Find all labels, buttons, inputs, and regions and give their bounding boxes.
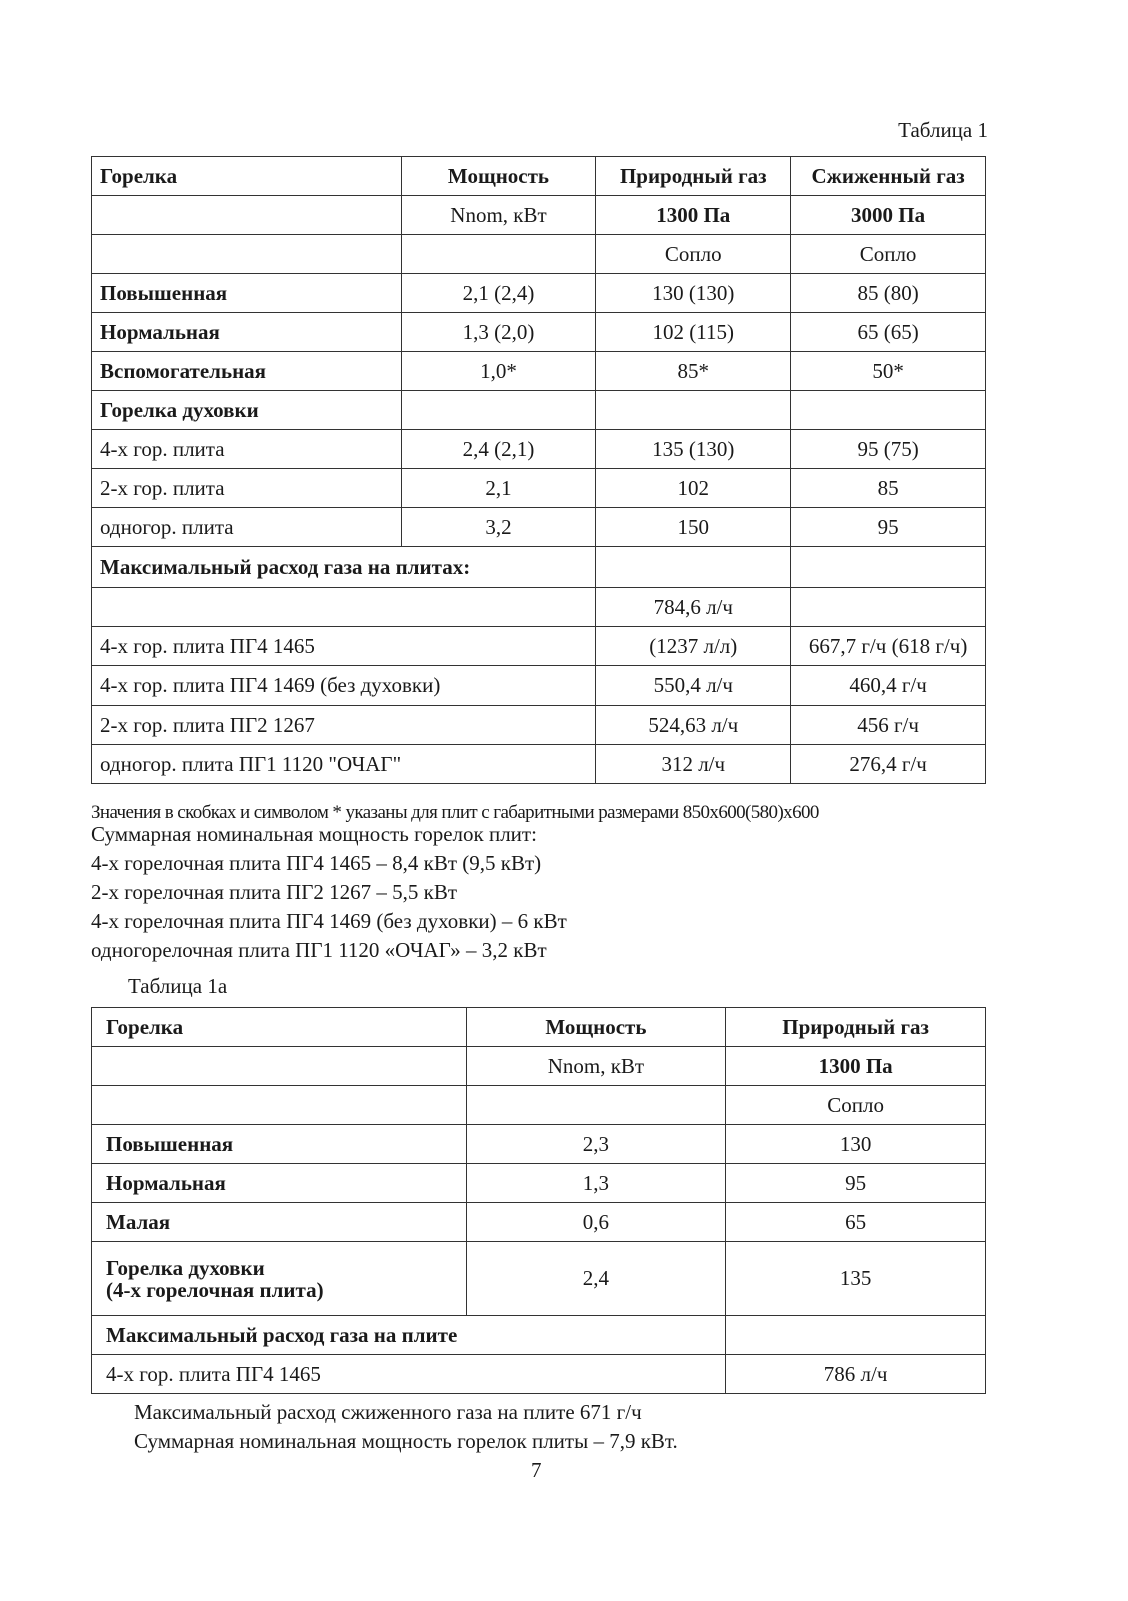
table-row — [92, 627, 986, 666]
table-cell: 1,0* — [401, 352, 596, 391]
table-cell — [92, 196, 402, 235]
table-cell: Nnom, кВт — [401, 196, 596, 235]
table-cell: одногор. плита ПГ1 1120 "ОЧАГ" — [92, 745, 596, 784]
table-cell: 312 л/ч — [596, 745, 791, 784]
table-cell: Сопло — [726, 1086, 986, 1125]
table-cell — [92, 588, 596, 627]
table-cell: 85 (80) — [791, 274, 986, 313]
table-cell: Повышенная — [92, 1125, 467, 1164]
table-cell: 4-х гор. плита — [92, 430, 402, 469]
table1a-subheader-row — [92, 1047, 986, 1086]
table-cell — [791, 588, 986, 627]
table-cell: 130 (130) — [596, 274, 791, 313]
table1a-header-row — [92, 1008, 986, 1047]
table-cell: 4-х гор. плита ПГ4 1465 — [92, 627, 596, 666]
table1-subheader-row — [92, 196, 986, 235]
table-cell: 2,1 (2,4) — [401, 274, 596, 313]
table1-footnote: Значения в скобках и символом * указаны для плит с габаритными размерами 850х600(580)х600 — [91, 802, 819, 823]
table-cell: 85 — [791, 469, 986, 508]
table-cell: Сопло — [596, 235, 791, 274]
table-cell: 150 — [596, 508, 791, 547]
header-natural-gas: Природный газ — [726, 1008, 986, 1047]
footer-line: Суммарная номинальная мощность горелок плиты – 7,9 кВт. — [134, 1429, 678, 1453]
table-cell: 65 — [726, 1203, 986, 1242]
table-cell: 2-х гор. плита ПГ2 1267 — [92, 706, 596, 745]
summary-line: 4-х горелочная плита ПГ4 1469 (без духовки) – 6 кВт — [91, 909, 567, 933]
table-cell: Малая — [92, 1203, 467, 1242]
table-cell: 2,1 — [401, 469, 596, 508]
table-cell — [92, 1086, 467, 1125]
max-consumption-title: Максимальный расход газа на плите — [92, 1316, 726, 1355]
table-cell: (1237 л/л) — [596, 627, 791, 666]
table-cell: 667,7 г/ч (618 г/ч) — [791, 627, 986, 666]
table-row — [92, 430, 986, 469]
table-row — [92, 666, 986, 706]
table-cell: 135 (130) — [596, 430, 791, 469]
table-row — [92, 706, 986, 745]
table1a-caption: Таблица 1а — [128, 974, 228, 998]
footer-line: Максимальный расход сжиженного газа на плите 671 г/ч — [134, 1400, 642, 1424]
table-cell: 95 (75) — [791, 430, 986, 469]
table-cell — [726, 1316, 986, 1355]
table-cell: 3,2 — [401, 508, 596, 547]
table-cell: 1300 Па — [596, 196, 791, 235]
header-burner: Горелка — [92, 1008, 467, 1047]
table-cell: 130 — [726, 1125, 986, 1164]
table1-nozzle-row — [92, 235, 986, 274]
table-cell — [401, 235, 596, 274]
header-natural-gas: Природный газ — [596, 157, 791, 196]
table-cell: Повышенная — [92, 274, 402, 313]
table-cell: 102 (115) — [596, 313, 791, 352]
table-cell: Вспомогательная — [92, 352, 402, 391]
table-row — [92, 1125, 986, 1164]
summary-title: Суммарная номинальная мощность горелок плит: — [91, 822, 537, 846]
table-cell: 102 — [596, 469, 791, 508]
header-burner: Горелка — [92, 157, 402, 196]
table-cell: 1,3 — [466, 1164, 726, 1203]
header-power: Мощность — [401, 157, 596, 196]
table-cell: 2,4 — [466, 1242, 726, 1316]
table-cell: 3000 Па — [791, 196, 986, 235]
header-power: Мощность — [466, 1008, 726, 1047]
table1a — [91, 1007, 986, 1394]
table-cell: 456 г/ч — [791, 706, 986, 745]
table-row — [92, 313, 986, 352]
table-cell: 85* — [596, 352, 791, 391]
table-cell — [92, 235, 402, 274]
summary-line: одногорелочная плита ПГ1 1120 «ОЧАГ» – 3,2 кВт — [91, 938, 547, 962]
table-cell: 65 (65) — [791, 313, 986, 352]
table-cell — [596, 547, 791, 588]
table-cell: 550,4 л/ч — [596, 666, 791, 706]
summary-block — [91, 820, 567, 965]
table-cell: 50* — [791, 352, 986, 391]
table-cell: 276,4 г/ч — [791, 745, 986, 784]
table-row — [92, 745, 986, 784]
table-cell: 2-х гор. плита — [92, 469, 402, 508]
table-row — [92, 352, 986, 391]
table-cell — [596, 391, 791, 430]
table1a-max-title-row — [92, 1316, 986, 1355]
summary-line: 4-х горелочная плита ПГ4 1465 – 8,4 кВт (9,5 кВт) — [91, 851, 542, 875]
oven-burner-label: Горелка духовки — [106, 1255, 265, 1280]
table-row — [92, 1203, 986, 1242]
table-cell — [791, 391, 986, 430]
table-cell: 4-х гор. плита ПГ4 1469 (без духовки) — [92, 666, 596, 706]
table-cell: Nnom, кВт — [466, 1047, 726, 1086]
table-row — [92, 1164, 986, 1203]
table-cell — [401, 391, 596, 430]
table-cell — [791, 547, 986, 588]
table-cell: Нормальная — [92, 1164, 467, 1203]
table-row — [92, 391, 986, 430]
table-row — [92, 508, 986, 547]
table-cell: 786 л/ч — [726, 1355, 986, 1394]
table-cell: 2,3 — [466, 1125, 726, 1164]
table-cell: Горелка духовки — [92, 391, 402, 430]
table-row — [92, 1355, 986, 1394]
table-cell: 524,63 л/ч — [596, 706, 791, 745]
table-cell: 95 — [726, 1164, 986, 1203]
summary-line: 2-х горелочная плита ПГ2 1267 – 5,5 кВт — [91, 880, 458, 904]
table1a-nozzle-row — [92, 1086, 986, 1125]
table-cell — [466, 1086, 726, 1125]
header-liquefied-gas: Сжиженный газ — [791, 157, 986, 196]
oven-burner-cell — [92, 1242, 467, 1316]
table1-caption: Таблица 1 — [898, 118, 988, 142]
table-cell: 0,6 — [466, 1203, 726, 1242]
table-row — [92, 469, 986, 508]
table-cell: 1,3 (2,0) — [401, 313, 596, 352]
table-cell: одногор. плита — [92, 508, 402, 547]
table-cell: Нормальная — [92, 313, 402, 352]
table-row — [92, 588, 986, 627]
footer-block — [134, 1398, 678, 1456]
table-cell: 784,6 л/ч — [596, 588, 791, 627]
table-cell: 135 — [726, 1242, 986, 1316]
max-consumption-title: Максимальный расход газа на плитах: — [92, 547, 596, 588]
table-cell: 1300 Па — [726, 1047, 986, 1086]
table-row — [92, 1242, 986, 1316]
table-cell: 4-х гор. плита ПГ4 1465 — [92, 1355, 726, 1394]
table-cell: 95 — [791, 508, 986, 547]
oven-burner-sublabel: (4-х горелочная плита) — [106, 1277, 324, 1302]
table1 — [91, 156, 986, 784]
table-cell: Сопло — [791, 235, 986, 274]
table-cell: 460,4 г/ч — [791, 666, 986, 706]
table1-max-title-row — [92, 547, 986, 588]
table-cell: 2,4 (2,1) — [401, 430, 596, 469]
table1-header-row — [92, 157, 986, 196]
table-cell — [92, 1047, 467, 1086]
table-row — [92, 274, 986, 313]
page-number: 7 — [531, 1458, 542, 1482]
